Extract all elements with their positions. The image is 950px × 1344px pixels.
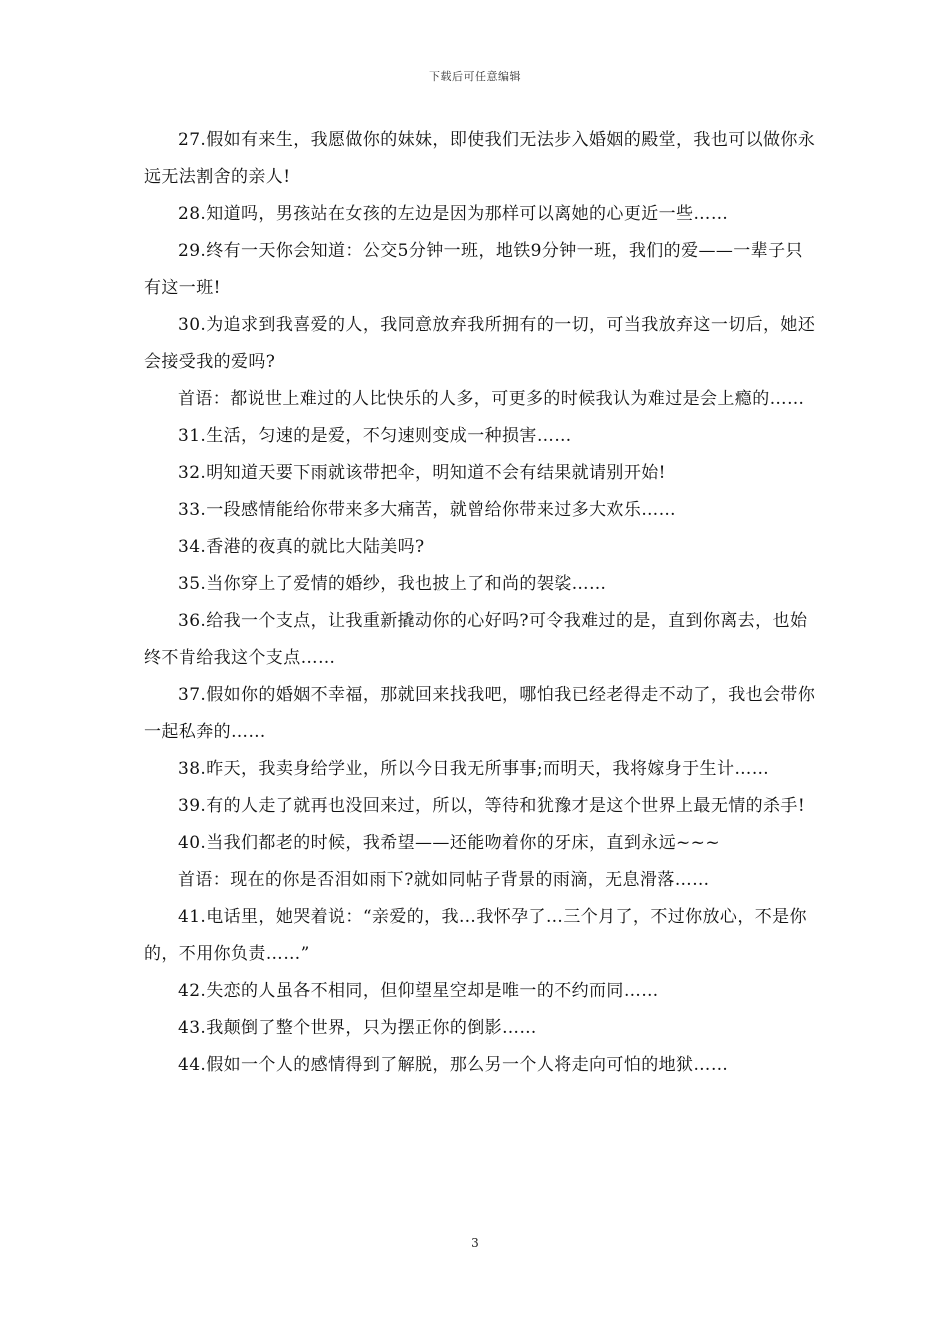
page-header: 下载后可任意编辑	[429, 70, 521, 83]
paragraph-37: 37.假如你的婚姻不幸福，那就回来找我吧，哪怕我已经老得走不动了，我也会带你一起私奔的……	[144, 685, 816, 742]
paragraph-preface-1: 首语：都说世上难过的人比快乐的人多，可更多的时候我认为难过是会上瘾的……	[178, 389, 805, 409]
paragraph-35: 35.当你穿上了爱情的婚纱，我也披上了和尚的袈裟……	[178, 574, 607, 594]
paragraph-41: 41.电话里，她哭着说：“亲爱的，我…我怀孕了…三个月了，不过你放心，不是你的，不用你负责……”	[144, 907, 807, 964]
paragraph-33: 33.一段感情能给你带来多大痛苦，就曾给你带来过多大欢乐……	[178, 500, 677, 520]
paragraph-32: 32.明知道天要下雨就该带把伞，明知道不会有结果就请别开始!	[178, 463, 666, 483]
paragraph-39: 39.有的人走了就再也没回来过，所以，等待和犹豫才是这个世界上最无情的杀手!	[178, 796, 806, 816]
paragraph-preface-2: 首语：现在的你是否泪如雨下?就如同帖子背景的雨滴，无息滑落……	[178, 870, 710, 890]
paragraph-31: 31.生活，匀速的是爱，不匀速则变成一种损害……	[178, 426, 572, 446]
paragraph-27: 27.假如有来生，我愿做你的妹妹，即使我们无法步入婚姻的殿堂，我也可以做你永远无法割舍的亲人!	[144, 130, 816, 187]
paragraph-30: 30.为追求到我喜爱的人，我同意放弃我所拥有的一切，可当我放弃这一切后，她还会接受我的爱吗?	[144, 315, 816, 372]
paragraph-40: 40.当我们都老的时候，我希望——还能吻着你的牙床，直到永远~~~	[178, 833, 720, 853]
paragraph-42: 42.失恋的人虽各不相同，但仰望星空却是唯一的不约而同……	[178, 981, 659, 1001]
page-number: 3	[471, 1236, 479, 1250]
paragraph-44: 44.假如一个人的感情得到了解脱，那么另一个人将走向可怕的地狱……	[178, 1055, 729, 1075]
paragraph-43: 43.我颠倒了整个世界，只为摆正你的倒影……	[178, 1018, 537, 1038]
paragraph-28: 28.知道吗，男孩站在女孩的左边是因为那样可以离她的心更近一些……	[178, 204, 729, 224]
paragraph-34: 34.香港的夜真的就比大陆美吗?	[178, 537, 425, 557]
document-body	[144, 122, 820, 1084]
paragraph-36: 36.给我一个支点，让我重新撬动你的心好吗?可令我难过的是，直到你离去，也始终不肯给我这个支点……	[144, 611, 808, 668]
paragraph-38: 38.昨天，我卖身给学业，所以今日我无所事事;而明天，我将嫁身于生计……	[178, 759, 770, 779]
paragraph-29: 29.终有一天你会知道：公交5分钟一班，地铁9分钟一班，我们的爱——一辈子只有这一班!	[144, 241, 803, 298]
